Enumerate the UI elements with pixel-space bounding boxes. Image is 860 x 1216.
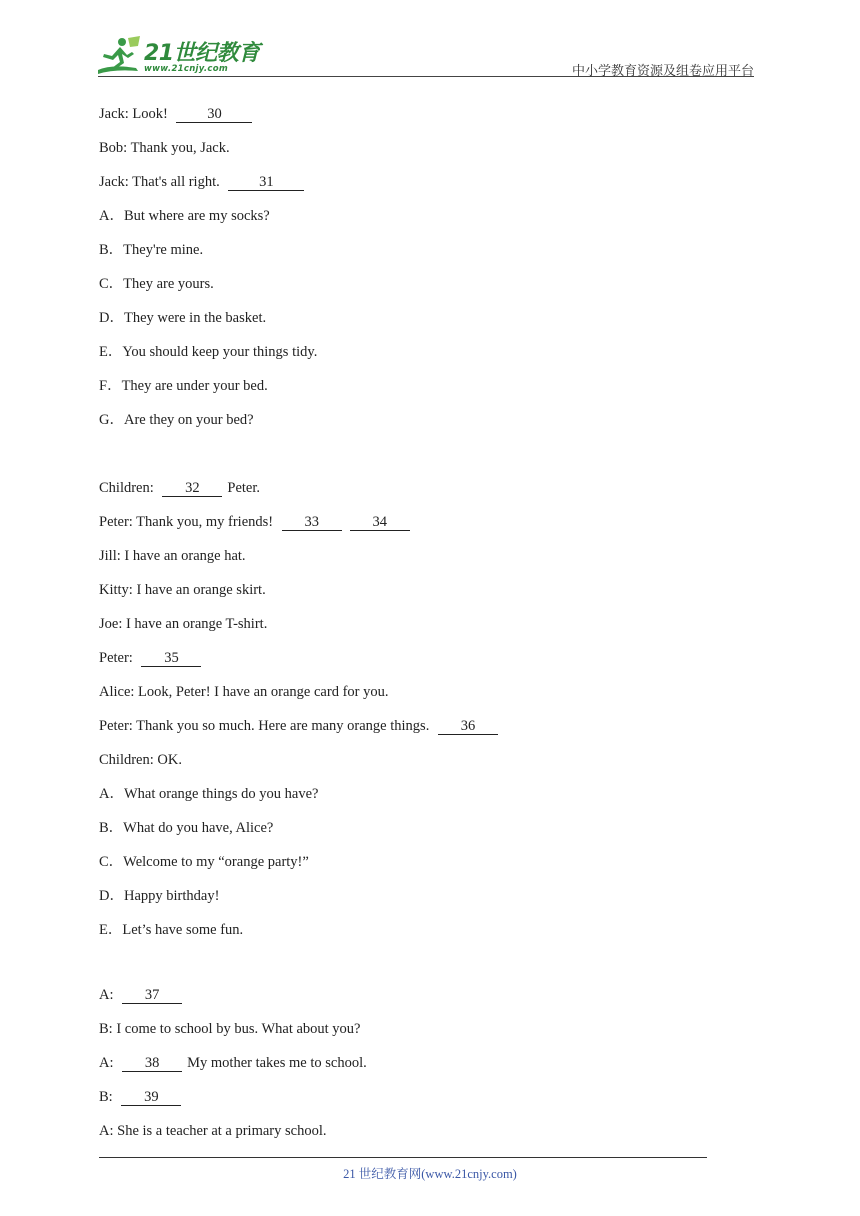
answer-blank[interactable]: 32 — [162, 481, 222, 497]
option-item: C．They are yours. — [99, 276, 214, 292]
answer-blank[interactable]: 34 — [350, 515, 410, 531]
answer-blank[interactable]: 35 — [141, 651, 201, 667]
footer-divider — [99, 1157, 707, 1158]
answer-blank[interactable]: 37 — [122, 988, 182, 1004]
answer-blank[interactable]: 38 — [122, 1056, 182, 1072]
option-item: A．But where are my socks? — [99, 208, 270, 224]
dialogue-line: Peter: Thank you, my friends! 33 34 — [99, 512, 410, 532]
dialogue-line: A: She is a teacher at a primary school. — [99, 1123, 327, 1139]
site-logo[interactable] — [92, 34, 262, 78]
option-item: F．They are under your bed. — [99, 378, 268, 394]
option-item: C．Welcome to my “orange party!” — [99, 854, 309, 870]
option-item: B．What do you have, Alice? — [99, 820, 274, 836]
page-header — [0, 0, 860, 80]
dialogue-line: Peter: 35 — [99, 648, 201, 668]
dialogue-line: Alice: Look, Peter! I have an orange card for you. — [99, 684, 389, 700]
dialogue-line: B: 39 — [99, 1087, 181, 1107]
platform-name: 中小学教育资源及组卷应用平台 — [571, 63, 754, 78]
option-item: E．You should keep your things tidy. — [99, 344, 318, 360]
dialogue-line: Jill: I have an orange hat. — [99, 548, 246, 564]
dialogue-line: A: 38 My mother takes me to school. — [99, 1055, 367, 1071]
logo-url: www.21cnjy.com — [144, 64, 228, 74]
answer-blank[interactable]: 33 — [282, 515, 342, 531]
option-item: G．Are they on your bed? — [99, 412, 254, 428]
logo-text: 21世纪教育 — [144, 41, 260, 66]
dialogue-line: Kitty: I have an orange skirt. — [99, 582, 266, 598]
option-item: A．What orange things do you have? — [99, 786, 319, 802]
answer-blank[interactable]: 31 — [228, 175, 304, 191]
dialogue-line: Peter: Thank you so much. Here are many orange things. 36 — [99, 716, 498, 736]
answer-blank[interactable]: 39 — [121, 1090, 181, 1106]
dialogue-line: Children: OK. — [99, 752, 182, 768]
dialogue-line: Jack: That's all right. 31 — [99, 172, 304, 192]
dialogue-line: Joe: I have an orange T-shirt. — [99, 616, 268, 632]
option-item: B．They're mine. — [99, 242, 204, 258]
option-item: E．Let’s have some fun. — [99, 922, 244, 938]
footer-link[interactable]: 21 世纪教育网(www.21cnjy.com) — [343, 1167, 517, 1181]
dialogue-line: A: 37 — [99, 985, 182, 1005]
runner-icon — [92, 34, 144, 78]
dialogue-line: Jack: Look! 30 — [99, 104, 252, 124]
header-divider — [98, 76, 754, 77]
dialogue-line: B: I come to school by bus. What about you? — [99, 1021, 361, 1037]
dialogue-line: Bob: Thank you, Jack. — [99, 140, 230, 156]
dialogue-line: Children: 32 Peter. — [99, 480, 261, 496]
answer-blank[interactable]: 36 — [438, 719, 498, 735]
answer-blank[interactable]: 30 — [176, 107, 252, 123]
option-item: D．They were in the basket. — [99, 310, 267, 326]
option-item: D．Happy birthday! — [99, 888, 220, 904]
